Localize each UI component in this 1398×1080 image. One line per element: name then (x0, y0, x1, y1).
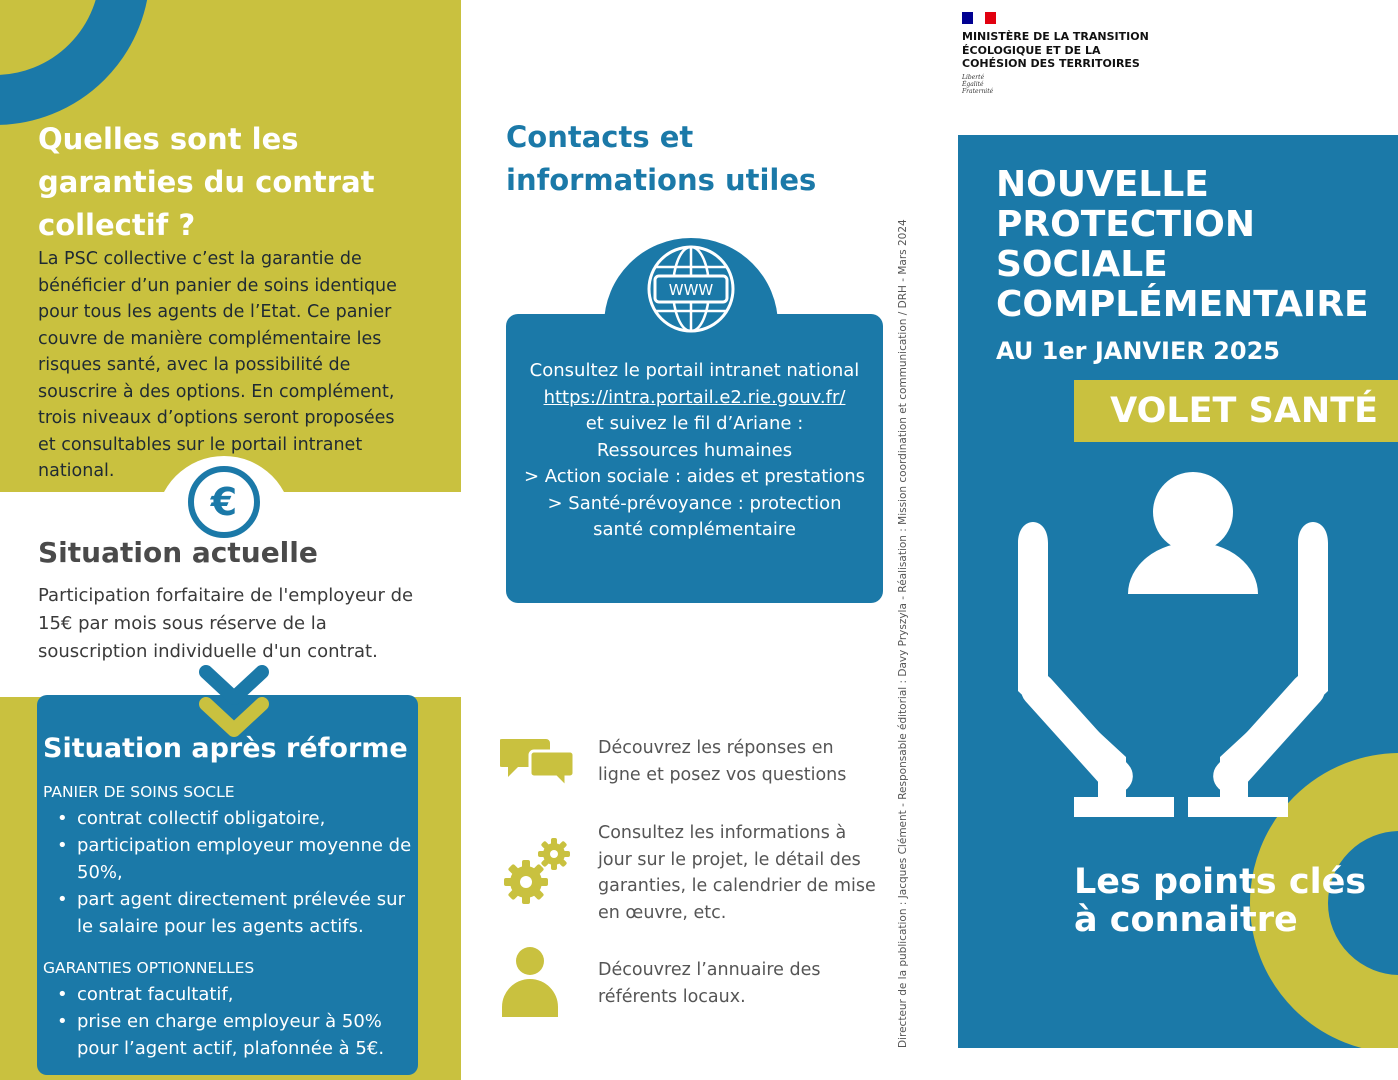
publication-credits: Directeur de la publication : Jacques Clément - Responsable éditorial : Davy Pryszyla - Réalisation : Mission coordination et communication / DRH - Mars 2024 (897, 219, 909, 1048)
portal-text (506, 358, 883, 544)
current-situation-heading: Situation actuelle (38, 536, 318, 569)
list-item: • part agent directement prélevée sur le salaire pour les agents actifs. (43, 886, 418, 940)
republic-motto: Liberté Égalité Fraternité (962, 73, 994, 95)
guarantees-heading: Quelles sont les garanties du contrat collectif ? (38, 122, 375, 242)
www-label: WWW (668, 281, 714, 299)
portal-line: santé complémentaire (593, 519, 796, 540)
list-item: • prise en charge employeur à 50% pour l’agent actif, plafonnée à 5€. (43, 1008, 418, 1062)
portal-link[interactable]: https://intra.portail.e2.rie.gouv.fr/ (543, 386, 846, 408)
reform-heading: Situation après réforme (43, 733, 408, 764)
socle-list (43, 805, 418, 940)
contacts-heading: Contacts et informations utiles (506, 120, 817, 197)
info-text: Découvrez l’annuaire des référents locaux. (598, 960, 821, 1007)
portal-line: Consultez le portail intranet national (529, 360, 860, 381)
current-situation-text: Participation forfaitaire de l'employeur de 15€ par mois sous réserve de la souscription individuelle d'un contrat. (38, 585, 414, 662)
chat-bubbles-icon (500, 735, 576, 811)
info-text: Consultez les informations à jour sur le projet, le détail des garanties, le calendrier de mise en œuvre, etc. (598, 823, 876, 923)
guarantees-text: La PSC collective c’est la garantie de bénéficier d’un panier de soins identique pour tous les agents de l’Etat. Ce panier couvre de manière complémentaire les risques santé, avec la possibilité de souscrire à des options. En complément, trois niveaux d’options seront proposées et consultables sur le portail intranet national. (38, 249, 397, 481)
socle-subheading: PANIER DE SOINS SOCLE (43, 783, 235, 801)
left-panel (0, 0, 461, 1080)
ministry-logo (962, 12, 1162, 95)
list-item: • contrat facultatif, (43, 981, 418, 1008)
volet-banner: VOLET SANTÉ (1074, 380, 1398, 442)
list-item: • participation employeur moyenne de 50%, (43, 832, 418, 886)
cover-panel (958, 135, 1398, 1048)
person-icon (500, 945, 576, 1021)
cover-date: AU 1er JANVIER 2025 (996, 337, 1280, 365)
portal-line: > Santé-prévoyance : protection (547, 492, 842, 514)
info-text: Découvrez les réponses en ligne et posez vos questions (598, 738, 847, 785)
options-list (43, 981, 418, 1062)
portal-line: Ressources humaines (596, 439, 793, 461)
list-item: • contrat collectif obligatoire, (43, 805, 418, 832)
globe-www-icon (645, 243, 737, 335)
hands-protecting-person-icon (998, 470, 1348, 830)
french-flag-icon (962, 12, 996, 24)
options-subheading: GARANTIES OPTIONNELLES (43, 959, 255, 977)
portal-line: > Action sociale : aides et prestations (523, 466, 866, 487)
cover-title: NOUVELLE PROTECTION SOCIALE COMPLÉMENTAIRE (996, 164, 1369, 325)
ministry-name: MINISTÈRE DE LA TRANSITION ÉCOLOGIQUE ET DE LA COHÉSION DES TERRITOIRES (962, 30, 1149, 70)
cover-tagline: Les points clés à connaitre (1074, 862, 1367, 940)
portal-line: et suivez le fil d’Ariane : (585, 413, 804, 434)
gears-icon (500, 834, 576, 910)
double-chevron-down-icon (198, 662, 270, 742)
euro-icon: € (188, 466, 260, 538)
